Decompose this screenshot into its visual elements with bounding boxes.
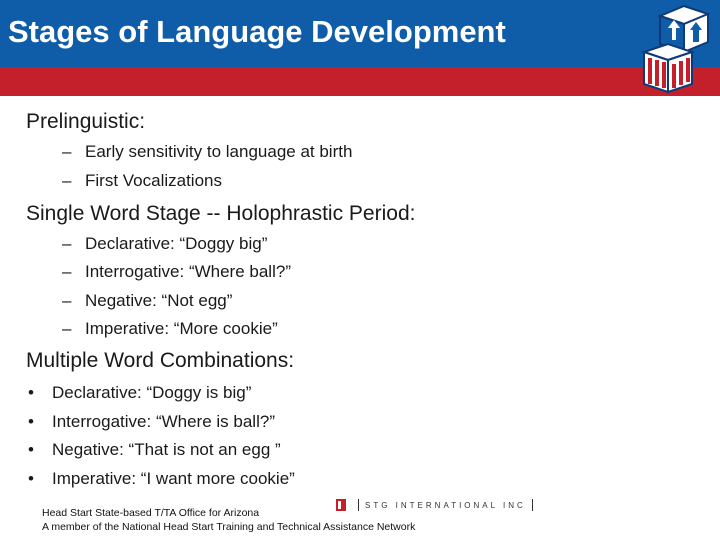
list-item: Early sensitivity to language at birth [85, 142, 353, 161]
bullet-marker: • [28, 440, 34, 459]
section-heading-single-word: Single Word Stage -- Holophrastic Period: [26, 202, 416, 225]
dash-marker: – [62, 262, 72, 281]
bullet-marker: • [28, 469, 34, 488]
dash-marker: – [62, 234, 72, 253]
dash-marker: – [62, 142, 72, 161]
list-item: Declarative: “Doggy is big” [52, 383, 252, 402]
footer-network: A member of the National Head Start Training and Technical Assistance Network [42, 521, 416, 533]
list-item: Declarative: “Doggy big” [85, 234, 268, 253]
dash-marker: – [62, 319, 72, 338]
head-start-blocks-logo-icon [638, 2, 712, 96]
stg-org-name: STG INTERNATIONAL INC [365, 500, 526, 510]
slide-title: Stages of Language Development [8, 14, 506, 49]
title-bar [0, 0, 720, 67]
accent-band [0, 67, 720, 96]
footer-office: Head Start State-based T/TA Office for Arizona [42, 507, 260, 519]
stg-divider [532, 499, 533, 511]
bullet-marker: • [28, 383, 34, 402]
list-item: Imperative: “I want more cookie” [52, 469, 295, 488]
section-heading-prelinguistic: Prelinguistic: [26, 110, 146, 133]
bullet-marker: • [28, 412, 34, 431]
stg-logo-mark-icon [336, 499, 346, 511]
list-item: Imperative: “More cookie” [85, 319, 278, 338]
list-item: Negative: “Not egg” [85, 291, 233, 310]
dash-marker: – [62, 171, 72, 190]
list-item: Negative: “That is not an egg ” [52, 440, 281, 459]
list-item: Interrogative: “Where ball?” [85, 262, 291, 281]
list-item: Interrogative: “Where is ball?” [52, 412, 275, 431]
list-item: First Vocalizations [85, 171, 222, 190]
dash-marker: – [62, 291, 72, 310]
stg-logo [336, 498, 539, 512]
section-heading-multiple-word: Multiple Word Combinations: [26, 349, 295, 372]
stg-divider [358, 499, 359, 511]
